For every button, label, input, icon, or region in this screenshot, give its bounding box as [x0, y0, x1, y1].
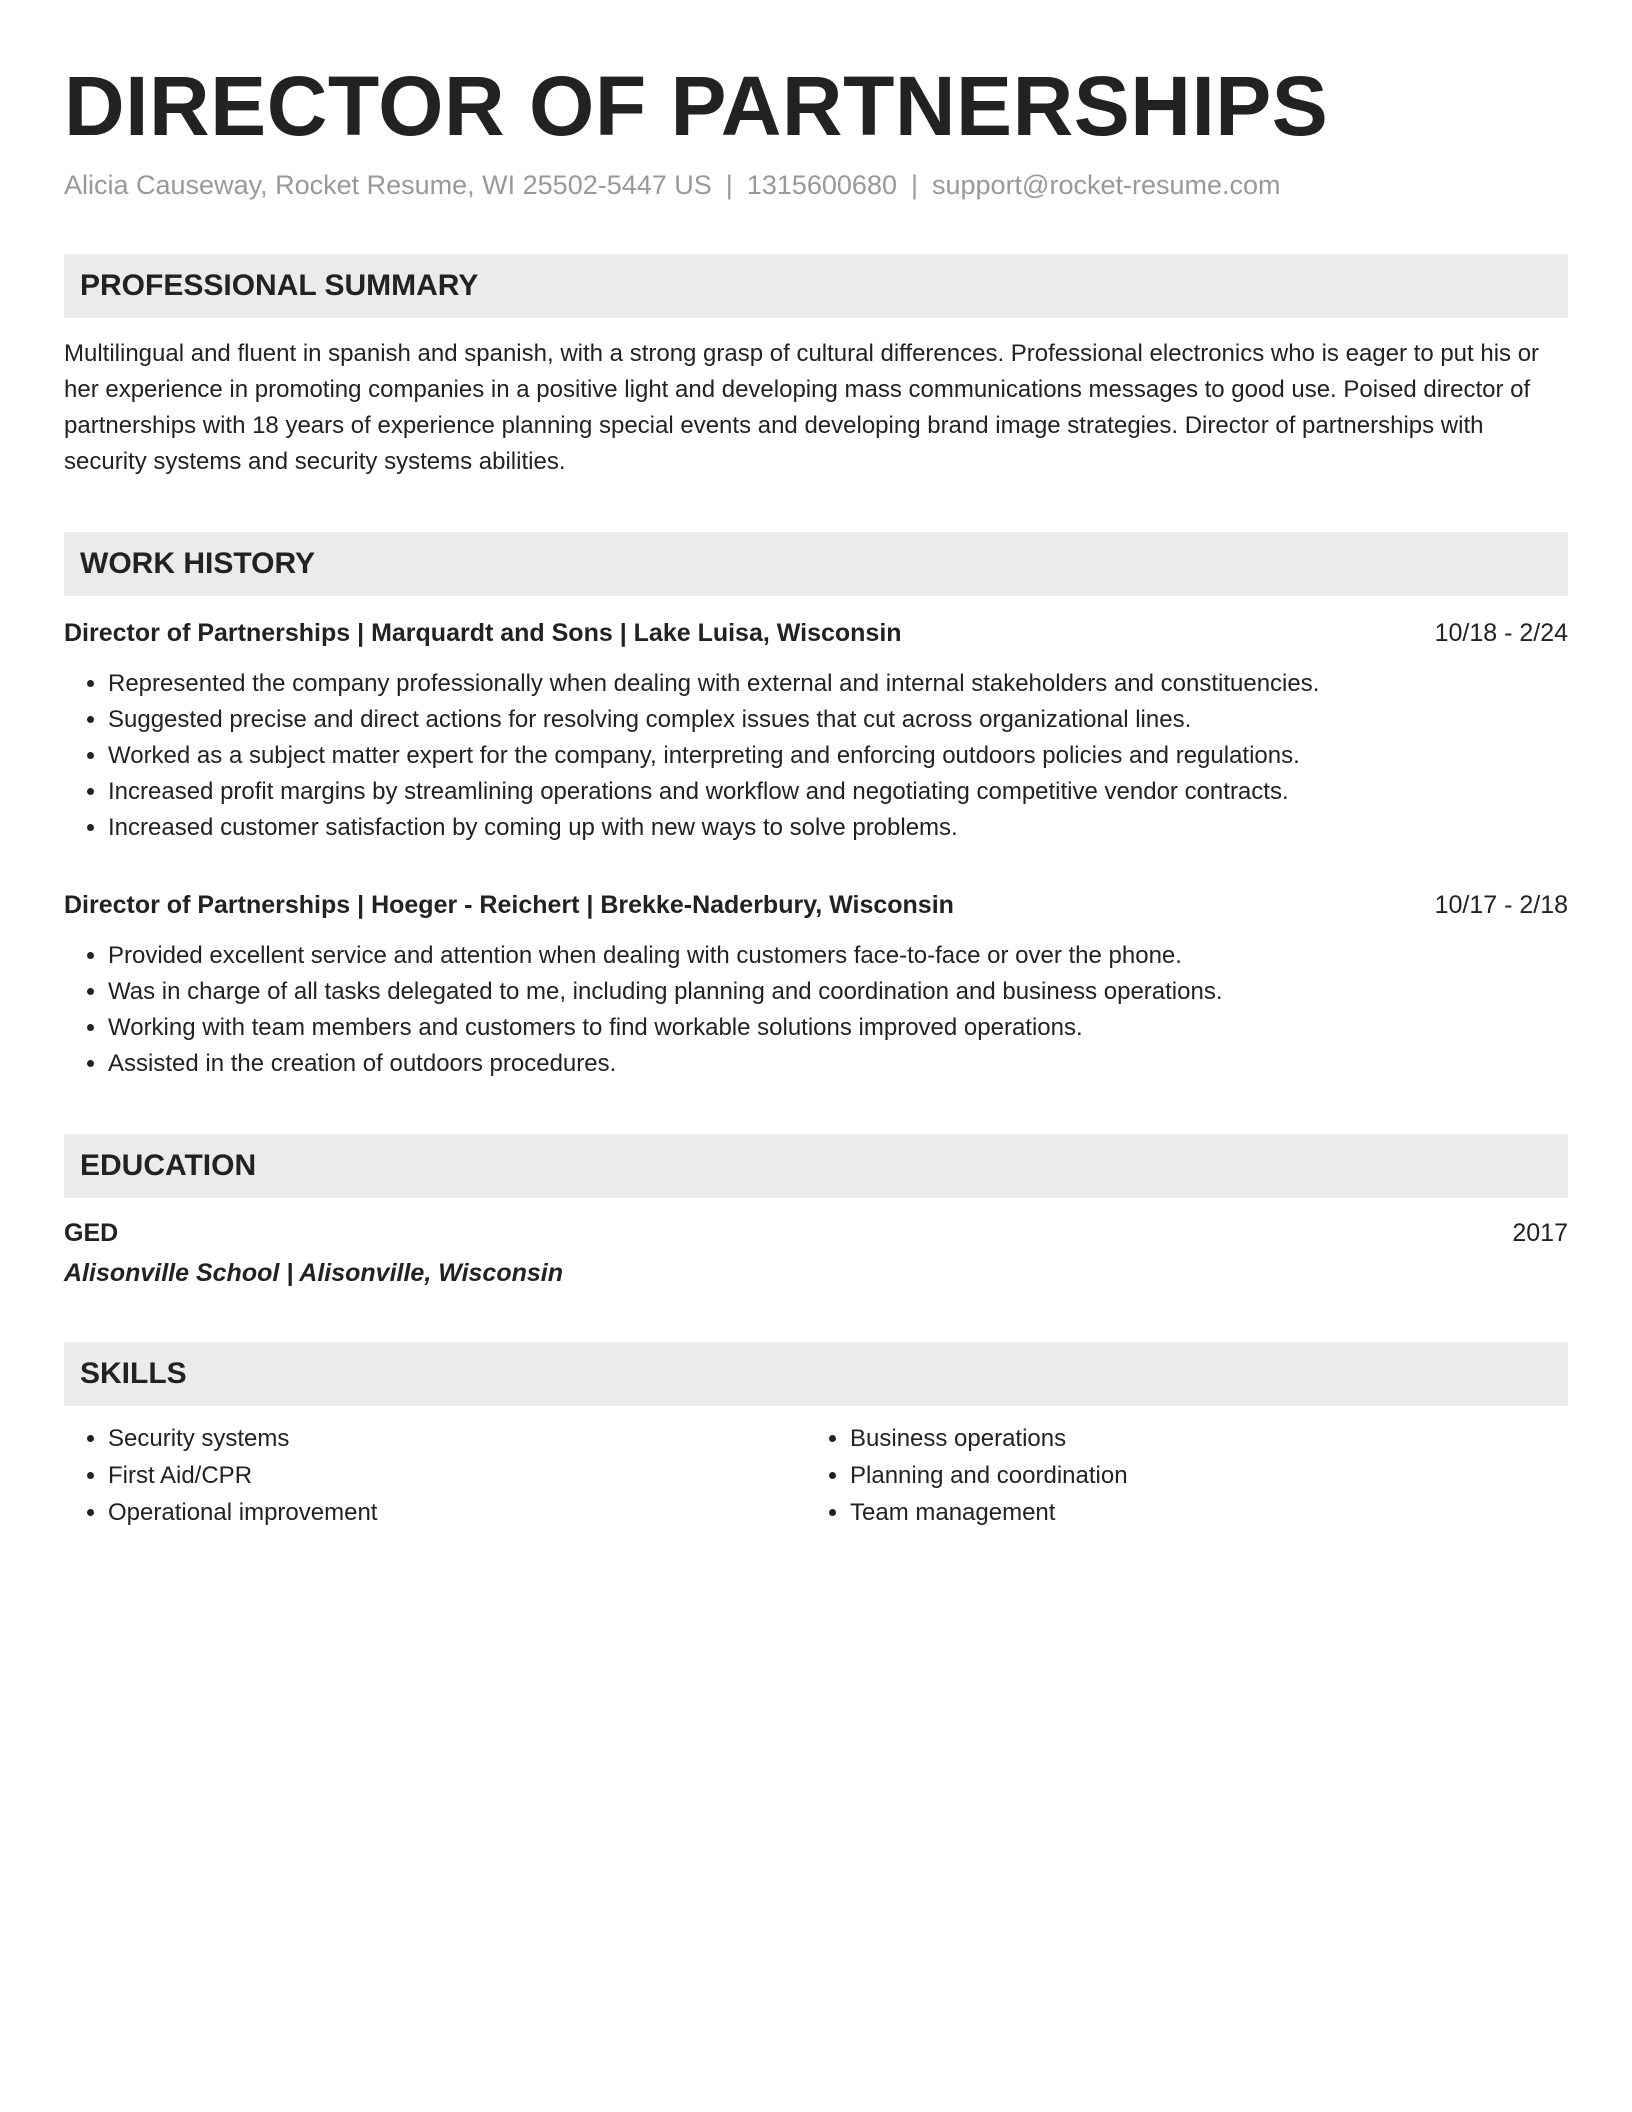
job-bullets: [64, 666, 1568, 846]
job-entry: [64, 616, 1568, 846]
job-entry: [64, 888, 1568, 1082]
job-header: [64, 616, 1568, 650]
job-dates: 10/18 - 2/24: [1434, 619, 1568, 647]
resume-title: DIRECTOR OF PARTNERSHIPS: [64, 59, 1329, 153]
skill-item: • Team management: [850, 1494, 1548, 1531]
education-year: 2017: [1512, 1219, 1568, 1247]
skill-item: • Planning and coordination: [850, 1457, 1548, 1494]
skills-column-right: [806, 1420, 1548, 1531]
job-title: Director of Partnerships | Marquardt and Sons | Lake Luisa, Wisconsin: [64, 619, 902, 647]
contact-separator: |: [725, 170, 733, 200]
section-header-skills: SKILLS: [64, 1342, 1568, 1406]
skills-column-left: [64, 1420, 806, 1531]
skill-item: • Security systems: [108, 1420, 806, 1457]
education-degree: GED: [64, 1219, 119, 1247]
skill-item: • First Aid/CPR: [108, 1457, 806, 1494]
job-bullets: [64, 938, 1568, 1082]
section-header-education: EDUCATION: [64, 1134, 1568, 1198]
contact-address: Alicia Causeway, Rocket Resume, WI 25502-5447 US: [64, 170, 712, 200]
contact-separator: |: [910, 170, 918, 200]
contact-line: [64, 168, 1568, 202]
job-bullet: • Worked as a subject matter expert for the company, interpreting and enforcing outdoors policies and regulations.: [108, 738, 1568, 774]
education-school: Alisonville School | Alisonville, Wisconsin: [64, 1259, 563, 1287]
contact-phone: 1315600680: [746, 170, 897, 200]
job-bullet: • Was in charge of all tasks delegated to me, including planning and coordination and business operations.: [108, 974, 1568, 1010]
job-title: Director of Partnerships | Hoeger - Reichert | Brekke-Naderbury, Wisconsin: [64, 891, 954, 919]
section-header-summary: PROFESSIONAL SUMMARY: [64, 254, 1568, 318]
skills-list: [64, 1420, 1568, 1531]
job-bullet: • Provided excellent service and attention when dealing with customers face-to-face or over the phone.: [108, 938, 1568, 974]
job-bullet: • Increased profit margins by streamlining operations and workflow and negotiating competitive vendor contracts.: [108, 774, 1568, 810]
job-bullet: • Suggested precise and direct actions for resolving complex issues that cut across organizational lines.: [108, 702, 1568, 738]
job-header: [64, 888, 1568, 922]
summary-text: Multilingual and fluent in spanish and spanish, with a strong grasp of cultural differences. Professional electronics who is eager to put his or her experience in promoting companies in a positive light and developing mass communications messages to good use. Poised director of partnerships with 18 years of experience planning special events and developing brand image strategies. Director of partnerships with security systems and security systems abilities.: [64, 340, 1540, 475]
contact-email[interactable]: support@rocket-resume.com: [932, 170, 1281, 200]
section-header-work-history: WORK HISTORY: [64, 532, 1568, 596]
skill-item: • Business operations: [850, 1420, 1548, 1457]
job-bullet: • Working with team members and customers to find workable solutions improved operations.: [108, 1010, 1568, 1046]
job-bullet: • Increased customer satisfaction by coming up with new ways to solve problems.: [108, 810, 1568, 846]
job-dates: 10/17 - 2/18: [1434, 891, 1568, 919]
job-bullet: • Assisted in the creation of outdoors procedures.: [108, 1046, 1568, 1082]
education-header: [64, 1216, 1568, 1250]
resume-page: [64, 0, 1568, 1531]
skill-item: • Operational improvement: [108, 1494, 806, 1531]
job-bullet: • Represented the company professionally when dealing with external and internal stakeholders and constituencies.: [108, 666, 1568, 702]
